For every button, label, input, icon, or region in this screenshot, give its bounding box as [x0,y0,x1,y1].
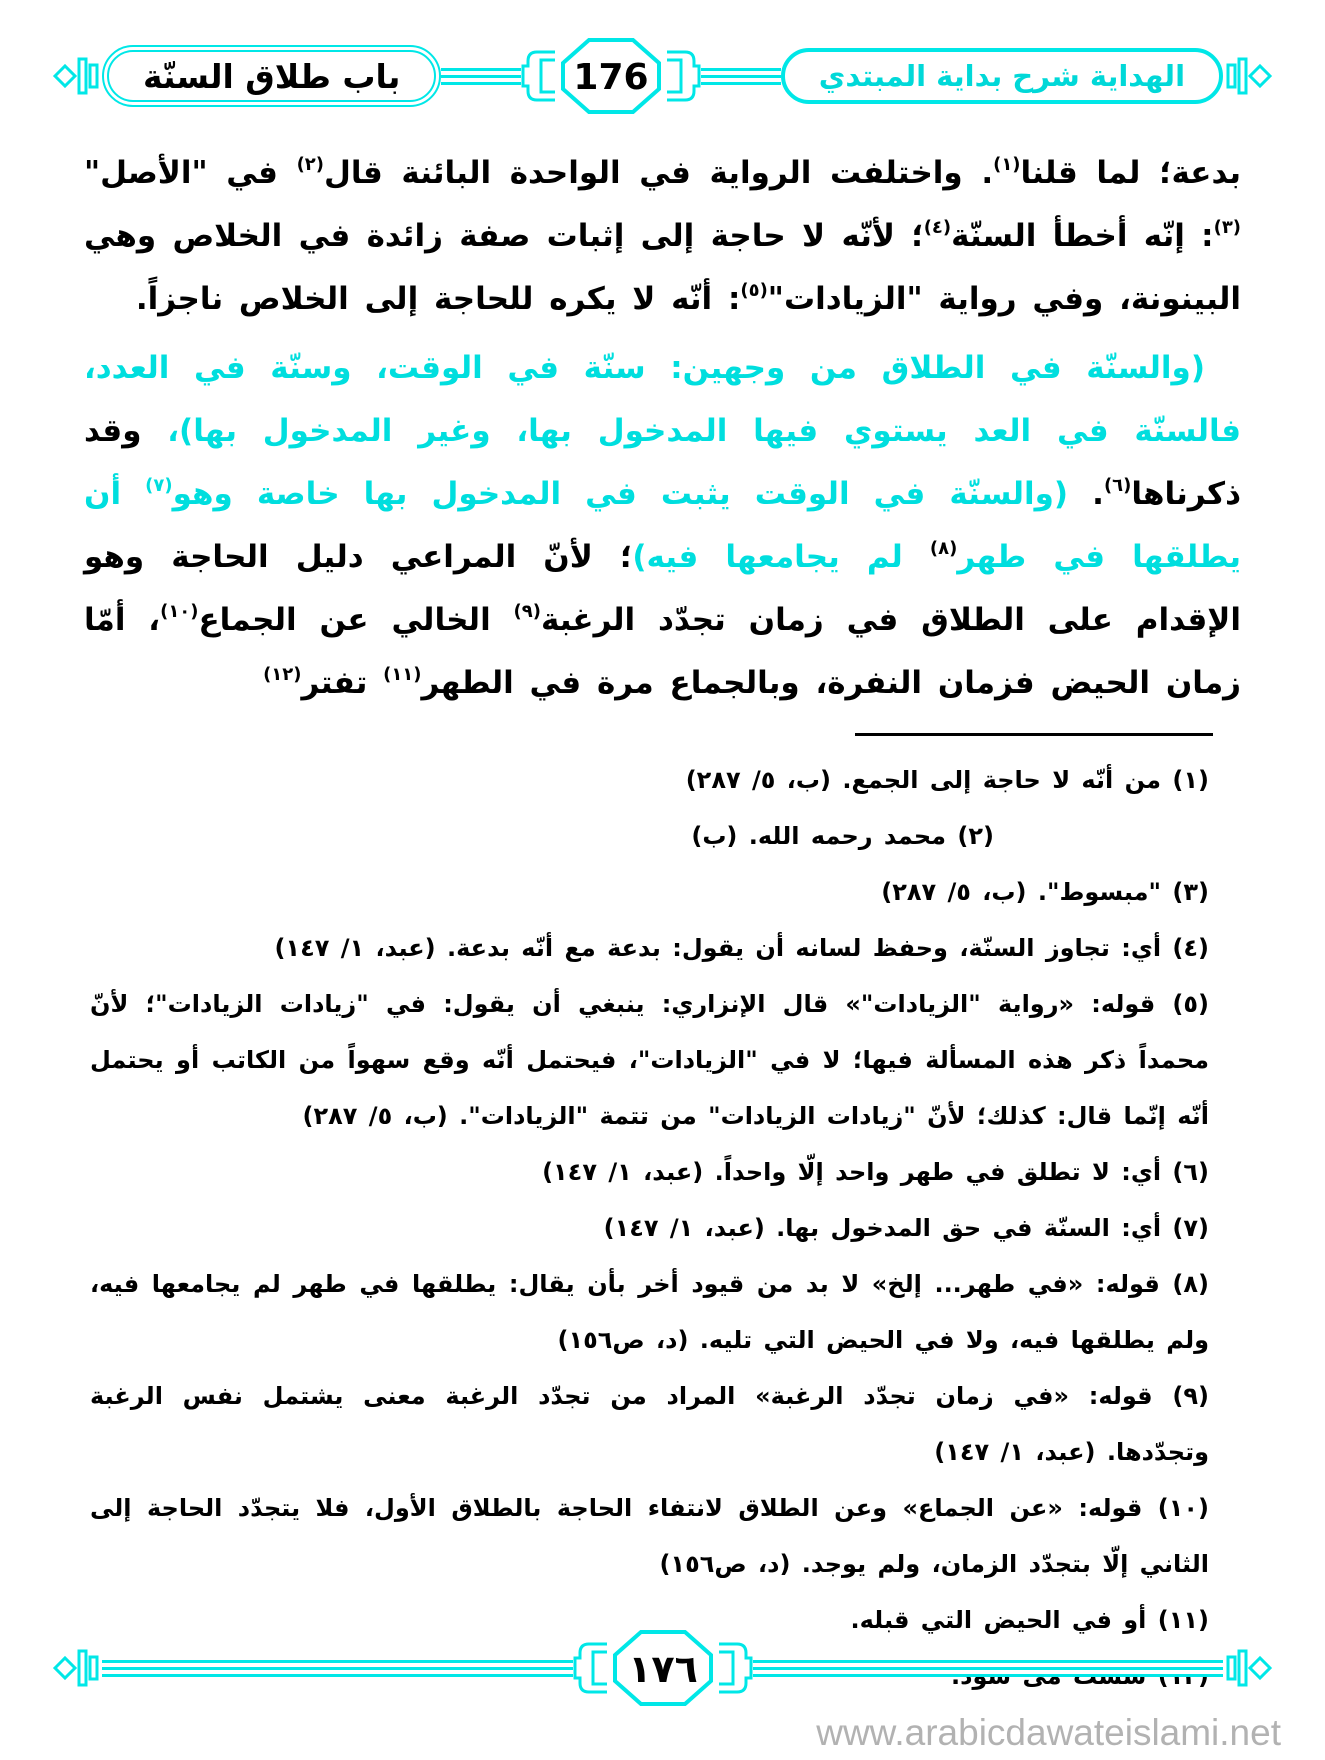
footnote-text: أي: لا تطلق في طهر واحد إلّا واحداً. (عبد، ١/ ١٤٧) [542,1158,1162,1186]
text-segment: في "الأصل" [84,155,297,191]
text-segment: تفتر [301,665,384,701]
footnote-item [90,1200,1209,1256]
text-segment: ، أمّا زمان الحيض فزمان النفرة، وبالجماع مرة في الطهر [84,602,1241,701]
page-number-cartouche [559,36,663,116]
footer-page-number-cartouche [611,1628,715,1708]
footnotes-list [0,746,1325,1704]
text-segment: ؛ لأنّه لا حاجة إلى إثبات صفة زائدة في الخلاص وهي البينونة، وفي رواية "الزيادات" [84,218,1241,317]
footnote-marker: (٤) [923,216,952,238]
footnote-item [90,752,1209,808]
footnote-number: (٣) [1161,878,1209,906]
chapter-title: باب طلاق السنّة [143,56,401,96]
footer-rule-left [102,1660,573,1677]
text-segment: . واختلفت الرواية في الواحدة البائنة قال [323,155,994,191]
text-segment: بدعة؛ لما قلنا [1020,155,1241,191]
footnote-item [90,976,1209,1144]
text-segment: وقد ذكرناها [84,413,1241,512]
book-title: الهداية شرح بداية المبتدي [818,59,1186,93]
footnote-number: (٢) [946,822,994,850]
footnote-item [90,808,994,864]
footnote-text: "مبسوط". (ب، ٥/ ٢٨٧) [881,878,1162,906]
main-text-block [0,116,1325,715]
header-ornament-band [0,36,1325,116]
footnote-item [90,1256,1209,1368]
footnote-marker: (٣) [1213,216,1241,238]
text-segment: لم يجامعها فيه) [632,539,930,575]
footnote-item [90,1368,1209,1480]
footnote-marker: (٢) [296,153,324,175]
footnote-text: من أنّه لا حاجة إلى الجمع. (ب، ٥/ ٢٨٧) [685,766,1162,794]
text-segment: الخالي عن الجماع [198,602,514,638]
footnote-number: (١٠) [1142,1494,1209,1522]
footnote-marker: (٧) [145,474,173,496]
page-number-arabic: ١٧٦ [627,1647,698,1691]
text-segment: ؛ لأنّ المراعي دليل الحاجة وهو الإقدام على الطلاق في زمان تجدّد الرغبة [84,539,1241,638]
header-bracket-left-icon [521,46,559,106]
text-segment: : أنّه لا يكره للحاجة إلى الخلاص ناجزاً. [135,281,741,317]
footnote-number: (٥) [1155,990,1210,1018]
paragraph-1 [84,142,1241,331]
footer-left-finial-icon [52,1637,102,1699]
footnote-marker: (١٠) [160,600,199,622]
text-segment: . [1068,476,1104,512]
watermark-url: www.arabicdawateislami.net [816,1712,1281,1753]
text-segment: : إنّه أخطأ السنّة [951,218,1214,254]
footer-bracket-right-icon [715,1638,753,1698]
footnote-text: قوله: «في زمان تجدّد الرغبة» المراد من تجدّد الرغبة معنى يشتمل نفس الرغبة وتجدّدها. (عبد، ١/ ١٤٧) [90,1382,1209,1466]
footnote-number: (٩) [1152,1382,1210,1410]
footnote-text: أي: تجاوز السنّة، وحفظ لسانه أن يقول: بدعة مع أنّه بدعة. (عبد، ١/ ١٤٧) [274,934,1162,962]
footer-rule-right [753,1660,1224,1677]
footnote-text: أو في الحيض التي قبله. [850,1606,1147,1634]
footnote-item [90,864,1209,920]
footnote-marker: (٩) [513,600,541,622]
footer-bracket-left-icon [573,1638,611,1698]
footnote-text: أي: السنّة في حق المدخول بها. (عبد، ١/ ١٤٧) [603,1214,1162,1242]
footnote-item [90,920,1209,976]
footer-ornament-band [0,1632,1325,1704]
footnote-text: قوله: «في طهر... إلخ» لا بد من قيود أخر بأن يقال: يطلقها في طهر لم يجامعها فيه، ولم يطلقها فيه، ولا في الحيض التي تليه. (د، ص١٥٦) [90,1270,1209,1354]
footnote-number: (٦) [1161,1158,1209,1186]
footer-right-finial-icon [1223,1637,1273,1699]
footnote-marker: (٨) [929,537,958,559]
footnote-text: محمد رحمه الله. (ب) [691,822,947,850]
footnote-number: (١) [1161,766,1209,794]
text-segment: (والسنّة في الطلاق من وجهين: سنّة في الوقت، وسنّة في العدد، فالسنّة في العد يستوي فيها المدخول بها، وغير المدخول بها)، [84,350,1241,449]
page-number-western: 176 [573,57,649,98]
footnote-item [90,1144,1209,1200]
header-bracket-right-icon [663,46,701,106]
footnote-text: قوله: «عن الجماع» وعن الطلاق لانتفاء الحاجة بالطلاق الأول، فلا يتجدّد الحاجة إلى الثاني إلّا بتجدّد الزمان، ولم يوجد. (د، ص١٥٦) [90,1494,1209,1578]
footnote-number: (٤) [1161,934,1209,962]
header-rule-left [441,68,521,85]
text-segment: (والسنّة في الوقت يثبت في المدخول بها خاصة وهو [172,476,1069,512]
footnote-separator-rule [855,733,1213,736]
header-left-finial-icon [52,45,102,107]
footnote-marker: (١٢) [263,663,302,685]
book-title-cartouche [781,48,1223,104]
footnote-number: (٧) [1161,1214,1209,1242]
footnote-text: قوله: «رواية "الزيادات"» قال الإنزاري: ينبغي أن يقول: في "زيادات الزيادات"؛ لأنّ محمداً ذكر هذه المسألة فيها؛ لا في "الزيادات"، فيحتمل أنّه وقع سهواً من الكاتب أو يحتمل أنّه إنّما قال: كذلك؛ لأنّ "زيادات الزيادات" من تتمة "الزيادات". (ب، ٥/ ٢٨٧) [90,990,1209,1130]
footnote-marker: (١) [993,153,1021,175]
footnote-item [90,1480,1209,1592]
footnote-marker: (٥) [740,279,768,301]
paragraph-2 [84,337,1241,715]
header-right-finial-icon [1223,45,1273,107]
footnote-marker: (١١) [383,663,422,685]
header-rule-right [701,68,781,85]
text-segment: أن يطلقها في طهر [84,476,1242,575]
footnote-number: (٨) [1159,1270,1210,1298]
footnote-number: (١١) [1146,1606,1209,1634]
chapter-title-cartouche [102,45,441,107]
footnote-marker: (٦) [1103,474,1132,496]
